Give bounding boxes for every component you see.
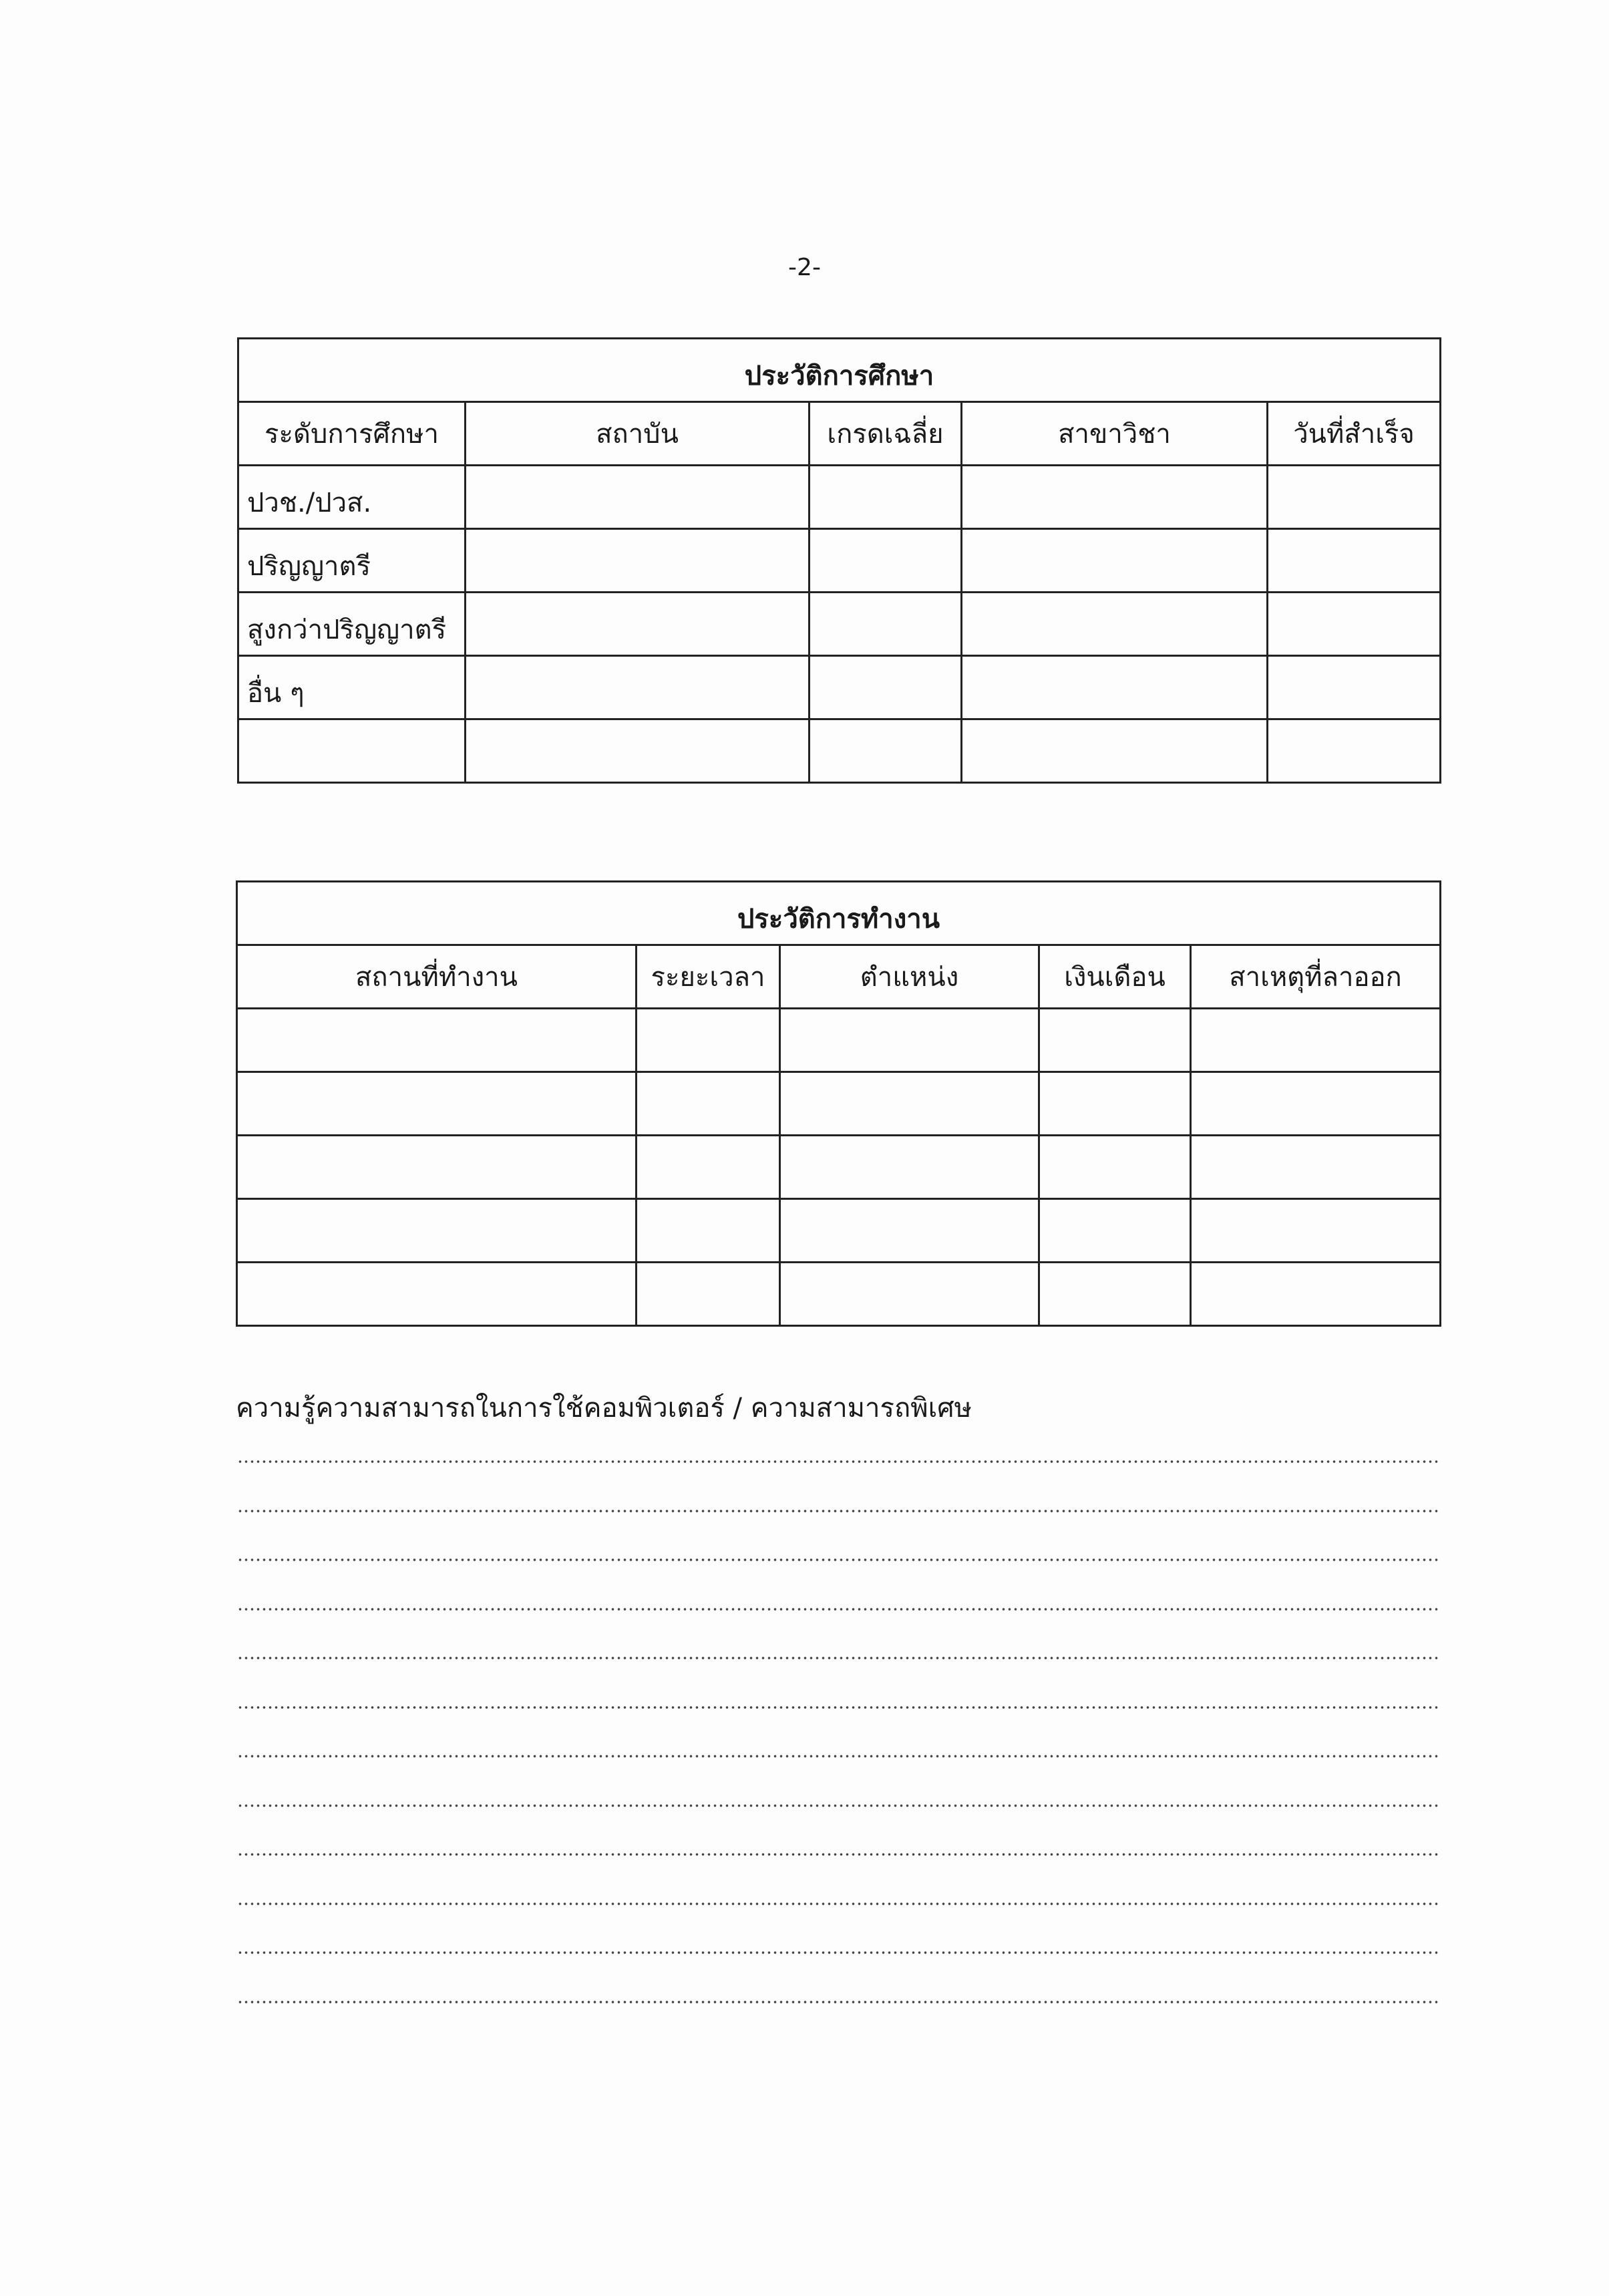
education-major-cell[interactable] bbox=[962, 529, 1268, 593]
work-position-cell[interactable] bbox=[780, 1263, 1039, 1326]
education-gpa-cell[interactable] bbox=[810, 593, 962, 656]
work-position-cell[interactable] bbox=[780, 1009, 1039, 1072]
dotted-answer-line[interactable] bbox=[237, 1705, 1439, 1709]
education-header-gpa: เกรดเฉลี่ย bbox=[810, 402, 962, 466]
education-institution-cell[interactable] bbox=[466, 719, 810, 783]
education-level-cell: สูงกว่าปริญญาตรี bbox=[238, 593, 466, 656]
work-duration-cell[interactable] bbox=[637, 1263, 780, 1326]
education-date-cell[interactable] bbox=[1268, 466, 1441, 529]
work-workplace-cell[interactable] bbox=[237, 1072, 637, 1136]
work-position-cell[interactable] bbox=[780, 1072, 1039, 1136]
education-institution-cell[interactable] bbox=[466, 656, 810, 719]
education-history-table bbox=[237, 337, 1441, 784]
education-header-level: ระดับการศึกษา bbox=[238, 402, 466, 466]
work-reason-cell[interactable] bbox=[1191, 1263, 1441, 1326]
education-row bbox=[238, 529, 1441, 593]
dotted-answer-line[interactable] bbox=[237, 1951, 1439, 1955]
education-row bbox=[238, 656, 1441, 719]
work-row bbox=[237, 1136, 1441, 1199]
education-institution-cell[interactable] bbox=[466, 529, 810, 593]
work-salary-cell[interactable] bbox=[1039, 1199, 1191, 1263]
education-date-cell[interactable] bbox=[1268, 593, 1441, 656]
work-workplace-cell[interactable] bbox=[237, 1136, 637, 1199]
education-row bbox=[238, 719, 1441, 783]
education-institution-cell[interactable] bbox=[466, 466, 810, 529]
skills-heading: ความรู้ความสามารถในการใช้คอมพิวเตอร์ / ความสามารถพิเศษ bbox=[236, 1393, 972, 1424]
education-date-cell[interactable] bbox=[1268, 529, 1441, 593]
dotted-answer-line[interactable] bbox=[237, 2000, 1439, 2004]
work-salary-cell[interactable] bbox=[1039, 1263, 1191, 1326]
dotted-answer-line[interactable] bbox=[237, 1509, 1439, 1513]
work-header-reason-for-leaving: สาเหตุที่ลาออก bbox=[1191, 945, 1441, 1009]
work-position-cell[interactable] bbox=[780, 1136, 1039, 1199]
work-duration-cell[interactable] bbox=[637, 1009, 780, 1072]
work-salary-cell[interactable] bbox=[1039, 1072, 1191, 1136]
education-major-cell[interactable] bbox=[962, 466, 1268, 529]
work-salary-cell[interactable] bbox=[1039, 1136, 1191, 1199]
work-table-title: ประวัติการทำงาน bbox=[237, 882, 1441, 945]
education-level-cell: ปริญญาตรี bbox=[238, 529, 466, 593]
dotted-answer-line[interactable] bbox=[237, 1804, 1439, 1808]
work-reason-cell[interactable] bbox=[1191, 1009, 1441, 1072]
work-header-workplace: สถานที่ทำงาน bbox=[237, 945, 637, 1009]
dotted-answer-line[interactable] bbox=[237, 1607, 1439, 1611]
education-gpa-cell[interactable] bbox=[810, 719, 962, 783]
work-workplace-cell[interactable] bbox=[237, 1263, 637, 1326]
dotted-answer-line[interactable] bbox=[237, 1902, 1439, 1906]
education-institution-cell[interactable] bbox=[466, 593, 810, 656]
work-header-duration: ระยะเวลา bbox=[637, 945, 780, 1009]
work-workplace-cell[interactable] bbox=[237, 1009, 637, 1072]
work-row bbox=[237, 1199, 1441, 1263]
dotted-answer-line[interactable] bbox=[237, 1460, 1439, 1464]
work-position-cell[interactable] bbox=[780, 1199, 1039, 1263]
work-row bbox=[237, 1009, 1441, 1072]
education-gpa-cell[interactable] bbox=[810, 466, 962, 529]
education-header-major: สาขาวิชา bbox=[962, 402, 1268, 466]
dotted-answer-line[interactable] bbox=[237, 1754, 1439, 1758]
work-workplace-cell[interactable] bbox=[237, 1199, 637, 1263]
work-reason-cell[interactable] bbox=[1191, 1136, 1441, 1199]
work-history-table bbox=[236, 880, 1441, 1327]
work-duration-cell[interactable] bbox=[637, 1072, 780, 1136]
education-level-cell: ปวช./ปวส. bbox=[238, 466, 466, 529]
work-header-salary: เงินเดือน bbox=[1039, 945, 1191, 1009]
education-row bbox=[238, 593, 1441, 656]
work-salary-cell[interactable] bbox=[1039, 1009, 1191, 1072]
page-number: -2- bbox=[788, 254, 821, 281]
education-header-graduation-date: วันที่สำเร็จ bbox=[1268, 402, 1441, 466]
work-row bbox=[237, 1072, 1441, 1136]
education-level-cell[interactable] bbox=[238, 719, 466, 783]
education-header-institution: สถาบัน bbox=[466, 402, 810, 466]
education-level-cell: อื่น ๆ bbox=[238, 656, 466, 719]
education-gpa-cell[interactable] bbox=[810, 529, 962, 593]
education-major-cell[interactable] bbox=[962, 719, 1268, 783]
work-reason-cell[interactable] bbox=[1191, 1199, 1441, 1263]
education-date-cell[interactable] bbox=[1268, 719, 1441, 783]
education-table-title: ประวัติการศึกษา bbox=[238, 339, 1441, 402]
education-date-cell[interactable] bbox=[1268, 656, 1441, 719]
dotted-answer-line[interactable] bbox=[237, 1558, 1439, 1562]
education-major-cell[interactable] bbox=[962, 656, 1268, 719]
education-row bbox=[238, 466, 1441, 529]
dotted-answer-line[interactable] bbox=[237, 1656, 1439, 1660]
work-row bbox=[237, 1263, 1441, 1326]
work-duration-cell[interactable] bbox=[637, 1136, 780, 1199]
education-major-cell[interactable] bbox=[962, 593, 1268, 656]
work-duration-cell[interactable] bbox=[637, 1199, 780, 1263]
work-header-position: ตำแหน่ง bbox=[780, 945, 1039, 1009]
dotted-answer-line[interactable] bbox=[237, 1852, 1439, 1856]
work-reason-cell[interactable] bbox=[1191, 1072, 1441, 1136]
education-gpa-cell[interactable] bbox=[810, 656, 962, 719]
